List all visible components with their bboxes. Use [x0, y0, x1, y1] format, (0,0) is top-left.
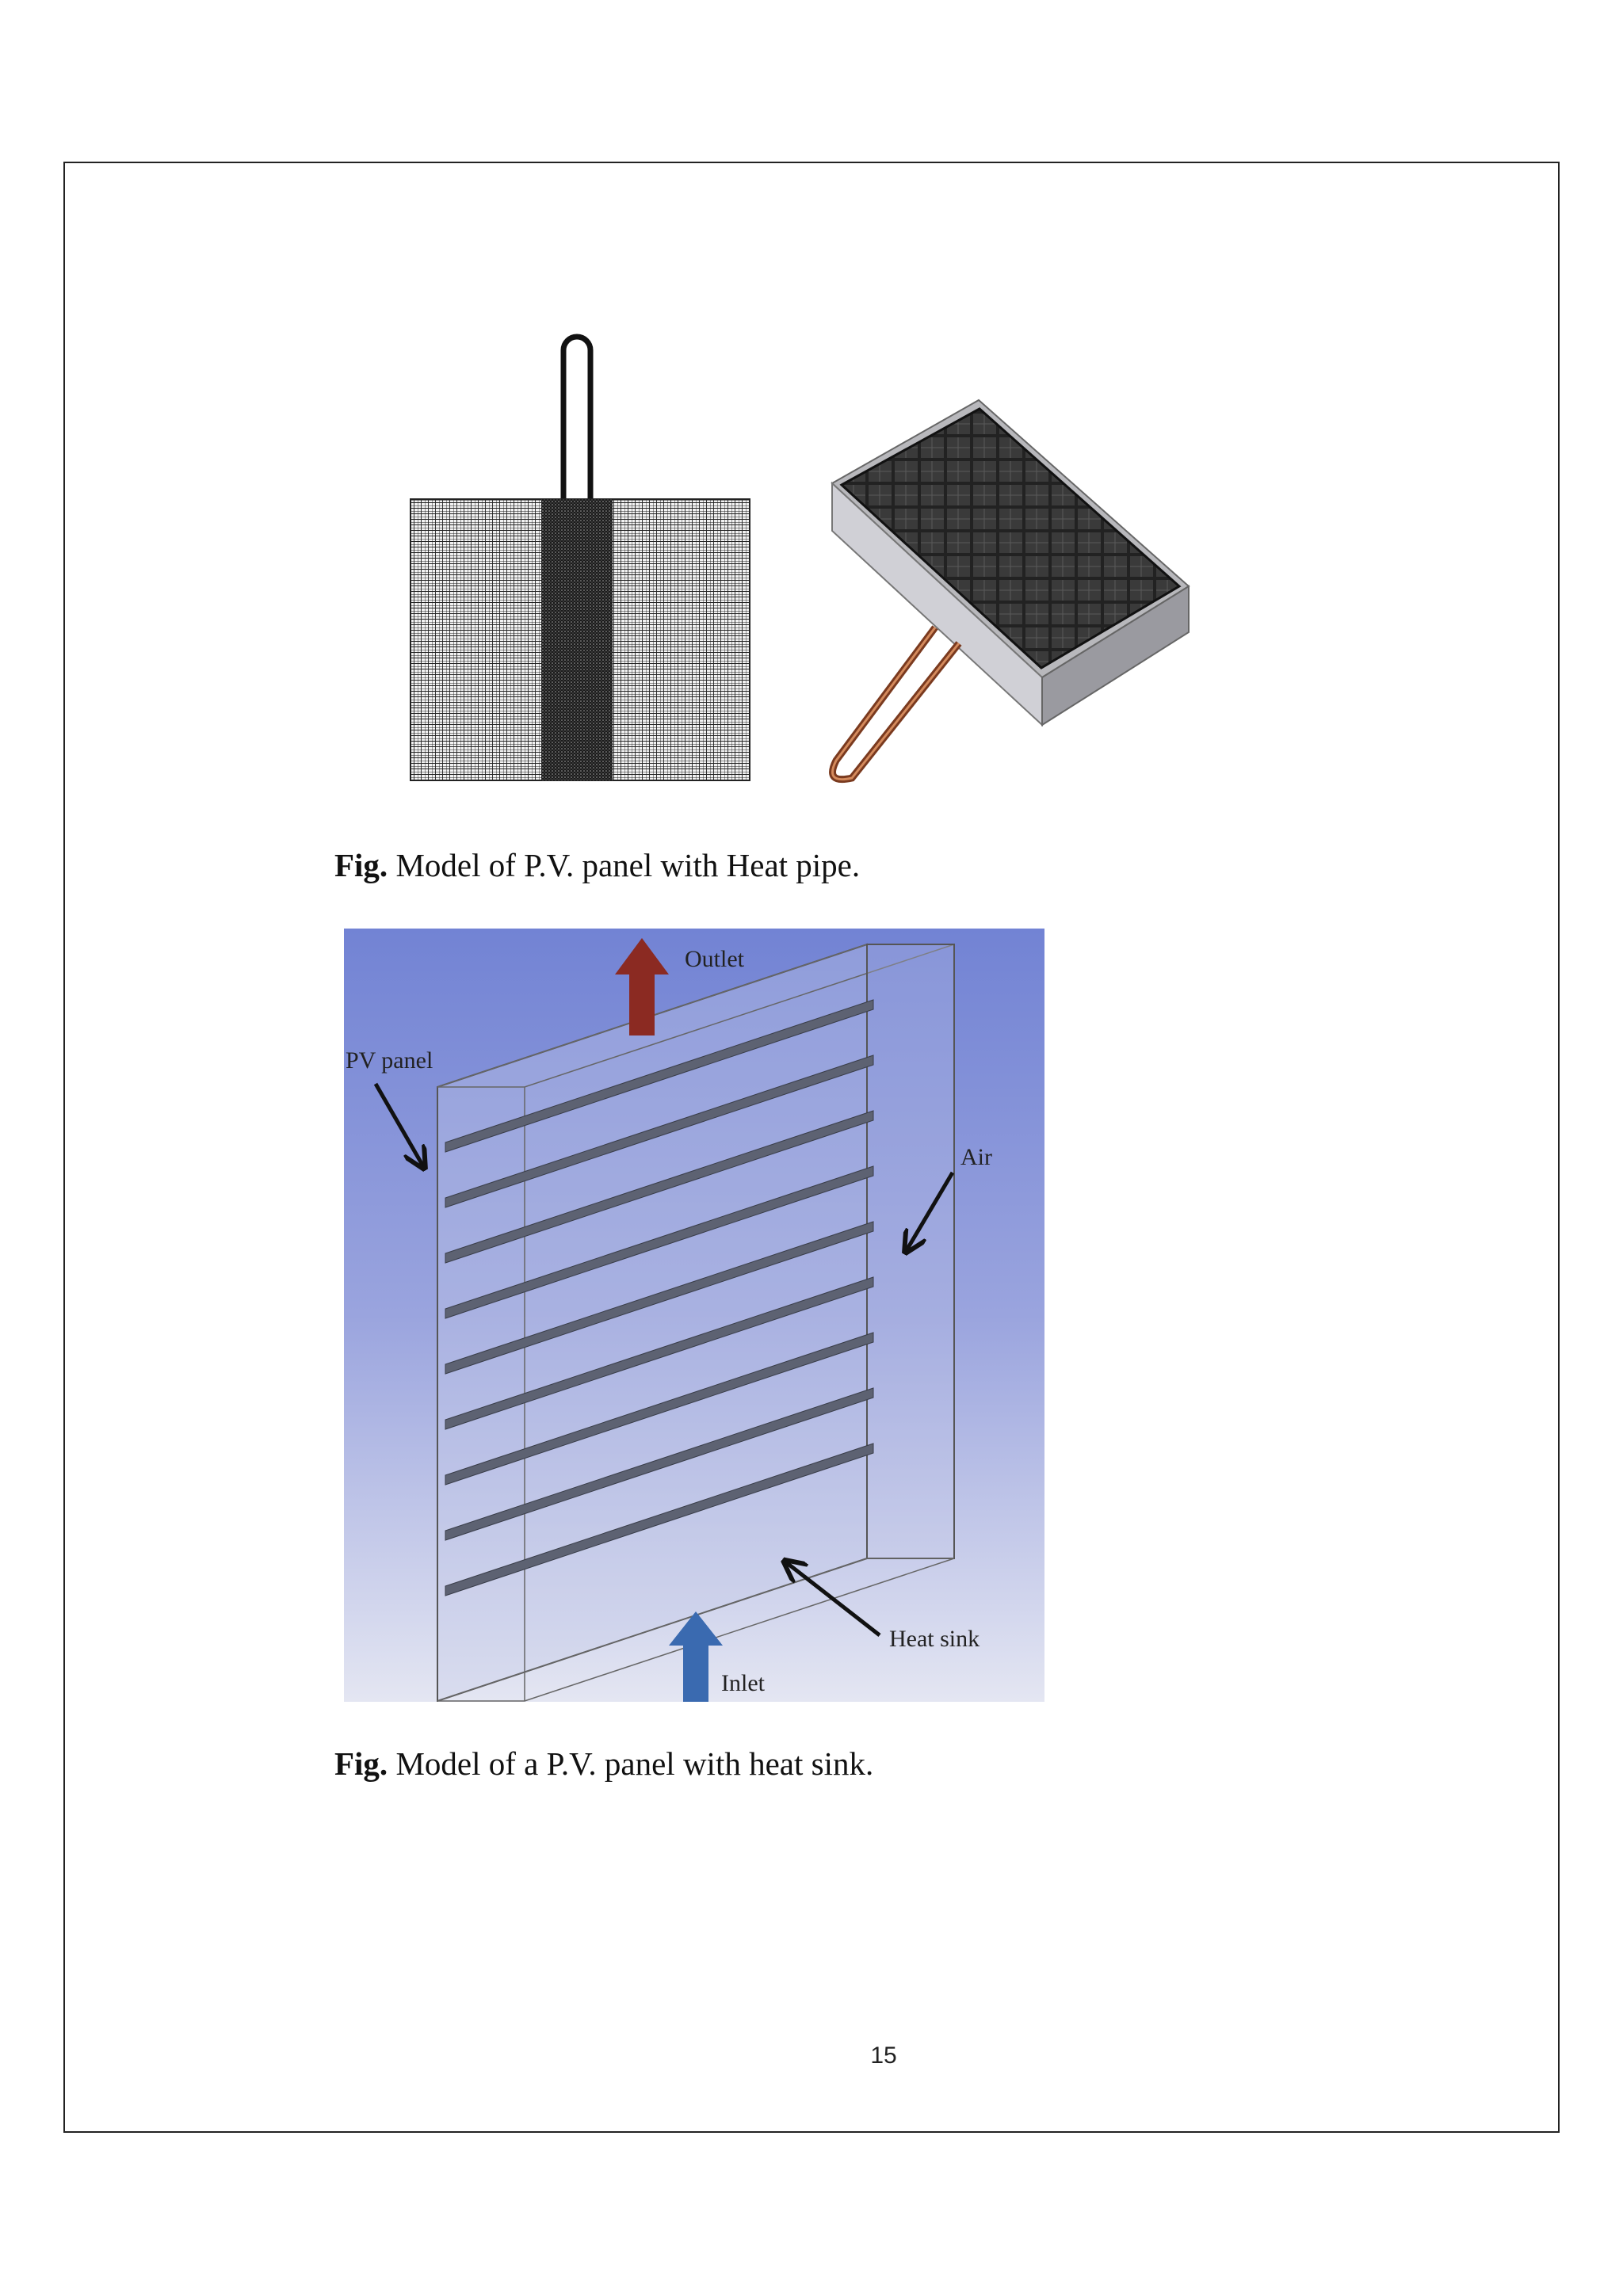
caption-label: Fig.	[334, 1745, 388, 1782]
pv-panel-label: PV panel	[346, 1047, 433, 1074]
meshed-heat-pipe-model	[411, 337, 750, 780]
heat-sink-figure	[344, 929, 1044, 1702]
caption-text: Model of a P.V. panel with heat sink.	[395, 1745, 874, 1782]
caption-label: Fig.	[334, 847, 388, 883]
outlet-label: Outlet	[685, 946, 744, 972]
figure-caption-heat-pipe	[334, 846, 860, 884]
pv-panel-with-heat-pipe	[832, 400, 1189, 780]
page-number: 15	[870, 2042, 897, 2069]
caption-text: Model of P.V. panel with Heat pipe.	[395, 847, 861, 883]
inlet-label: Inlet	[721, 1670, 765, 1696]
heat-pipe-figure	[396, 317, 1205, 816]
air-label: Air	[960, 1144, 992, 1170]
heat-sink-label: Heat sink	[889, 1626, 980, 1652]
figure-caption-heat-sink	[334, 1745, 873, 1783]
